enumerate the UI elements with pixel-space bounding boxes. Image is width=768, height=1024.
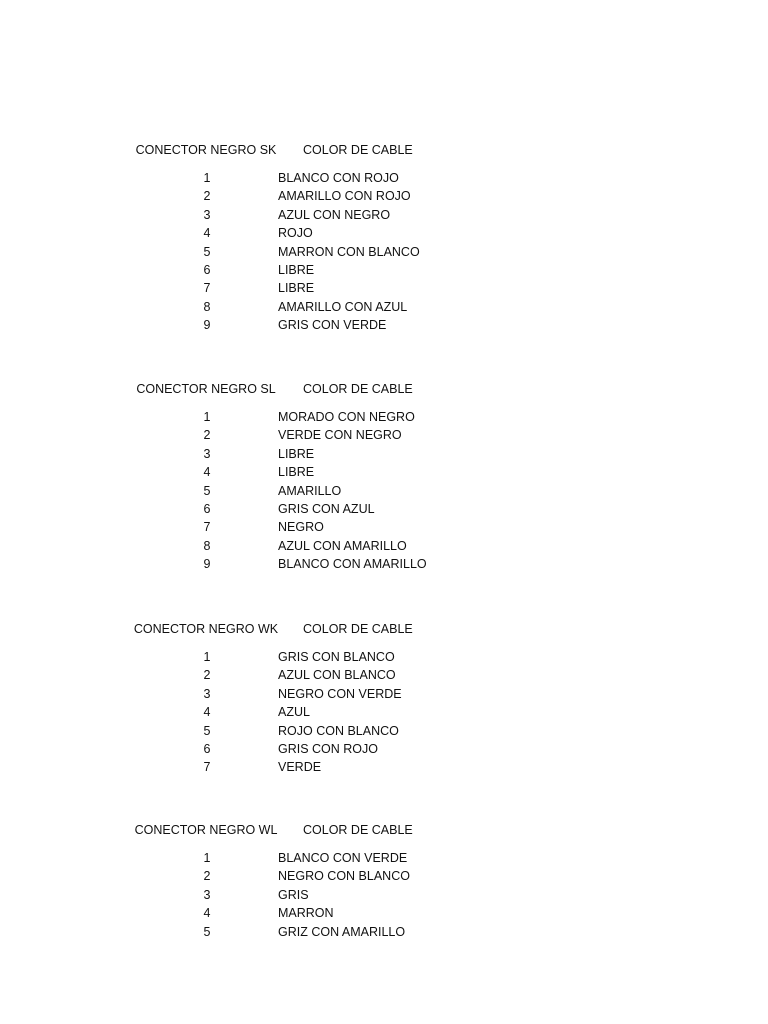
cable-color: LIBRE: [278, 262, 315, 277]
table-row: [0, 226, 768, 244]
table-row: [0, 851, 768, 869]
cable-color: AZUL: [278, 705, 310, 720]
cable-color: GRIS: [278, 887, 309, 902]
pin-number: 3: [203, 207, 211, 222]
table-row: [0, 520, 768, 538]
cable-color: MORADO CON NEGRO: [278, 410, 415, 424]
table-row: [0, 869, 768, 887]
cable-color: ROJO: [278, 226, 313, 241]
cable-color: BLANCO CON AMARILLO: [278, 557, 427, 572]
pin-number: 3: [203, 887, 211, 902]
pin-number: 7: [203, 520, 211, 535]
table-rows: [0, 650, 768, 779]
pin-number: 2: [203, 428, 211, 443]
table-row: [0, 724, 768, 742]
connector-header: CONECTOR NEGRO SK: [135, 143, 277, 157]
cable-color: LIBRE: [278, 446, 315, 461]
table-row: [0, 171, 768, 189]
table-row: [0, 263, 768, 281]
cable-color: BLANCO CON VERDE: [278, 851, 408, 865]
table-row: [0, 668, 768, 686]
table-row: [0, 484, 768, 502]
cable-color: VERDE CON NEGRO: [278, 428, 402, 443]
cable-color: NEGRO CON BLANCO: [278, 869, 410, 884]
table-row: [0, 650, 768, 668]
pin-number: 3: [203, 686, 211, 701]
cable-color: ROJO CON BLANCO: [278, 723, 399, 738]
table-row: [0, 428, 768, 446]
cable-color: GRIS CON AZUL: [278, 501, 375, 516]
pin-number: 8: [203, 299, 211, 314]
pin-number: 8: [203, 538, 211, 553]
pin-number: 5: [203, 723, 211, 738]
cable-color: AMARILLO CON ROJO: [278, 189, 411, 204]
cable-color: GRIS CON ROJO: [278, 741, 379, 756]
table-row: [0, 281, 768, 299]
table-header: [0, 622, 768, 640]
pin-number: 2: [203, 869, 211, 884]
cable-color: NEGRO: [278, 520, 324, 535]
cable-color: GRIZ CON AMARILLO: [278, 924, 406, 939]
cable-color: LIBRE: [278, 281, 315, 296]
cable-color-header: COLOR DE CABLE: [303, 382, 413, 396]
table-row: [0, 906, 768, 924]
table-row: [0, 539, 768, 557]
cable-color: GRIS CON VERDE: [278, 318, 387, 333]
pin-number: 1: [203, 851, 211, 865]
table-header: [0, 143, 768, 161]
cable-color: AZUL CON AMARILLO: [278, 538, 407, 553]
pin-number: 9: [203, 557, 211, 572]
pin-number: 6: [203, 262, 211, 277]
connector-table-sl: [0, 382, 768, 572]
cable-color: LIBRE: [278, 465, 315, 480]
table-row: [0, 557, 768, 575]
connector-table-sk: [0, 143, 768, 333]
table-row: [0, 189, 768, 207]
cable-color: MARRON: [278, 906, 334, 921]
table-rows: [0, 851, 768, 943]
connector-header: CONECTOR NEGRO WL: [134, 823, 278, 837]
pin-number: 1: [203, 410, 211, 424]
table-row: [0, 742, 768, 760]
cable-color: AZUL CON BLANCO: [278, 668, 396, 683]
table-row: [0, 410, 768, 428]
pin-number: 4: [203, 906, 211, 921]
pin-number: 5: [203, 244, 211, 259]
cable-color: AMARILLO CON AZUL: [278, 299, 408, 314]
connector-table-wk: [0, 622, 768, 775]
table-row: [0, 465, 768, 483]
table-row: [0, 705, 768, 723]
table-header: [0, 823, 768, 841]
table-row: [0, 447, 768, 465]
pin-number: 7: [203, 281, 211, 296]
pin-number: 4: [203, 465, 211, 480]
pin-number: 2: [203, 668, 211, 683]
pin-number: 5: [203, 924, 211, 939]
table-row: [0, 318, 768, 336]
table-rows: [0, 171, 768, 337]
table-row: [0, 208, 768, 226]
connector-table-wl: [0, 823, 768, 939]
cable-color-header: COLOR DE CABLE: [303, 622, 413, 636]
pin-number: 5: [203, 483, 211, 498]
cable-color: AZUL CON NEGRO: [278, 207, 391, 222]
pin-number: 4: [203, 226, 211, 241]
cable-color: GRIS CON BLANCO: [278, 650, 395, 664]
cable-color: NEGRO CON VERDE: [278, 686, 402, 701]
table-header: [0, 382, 768, 400]
connector-header: CONECTOR NEGRO SL: [136, 382, 276, 396]
table-row: [0, 925, 768, 943]
pin-number: 4: [203, 705, 211, 720]
table-row: [0, 760, 768, 778]
pin-number: 7: [203, 760, 211, 775]
pin-number: 6: [203, 741, 211, 756]
pin-number: 9: [203, 318, 211, 333]
cable-color-header: COLOR DE CABLE: [303, 823, 413, 837]
pin-number: 2: [203, 189, 211, 204]
cable-color: VERDE: [278, 760, 322, 775]
table-row: [0, 687, 768, 705]
cable-color: BLANCO CON ROJO: [278, 171, 399, 185]
connector-header: CONECTOR NEGRO WK: [133, 622, 279, 636]
table-row: [0, 888, 768, 906]
cable-color-header: COLOR DE CABLE: [303, 143, 413, 157]
table-row: [0, 245, 768, 263]
pin-number: 3: [203, 446, 211, 461]
cable-color: AMARILLO: [278, 483, 342, 498]
table-row: [0, 300, 768, 318]
pin-number: 6: [203, 501, 211, 516]
pin-number: 1: [203, 650, 211, 664]
pin-number: 1: [203, 171, 211, 185]
cable-color: MARRON CON BLANCO: [278, 244, 420, 259]
table-rows: [0, 410, 768, 576]
table-row: [0, 502, 768, 520]
